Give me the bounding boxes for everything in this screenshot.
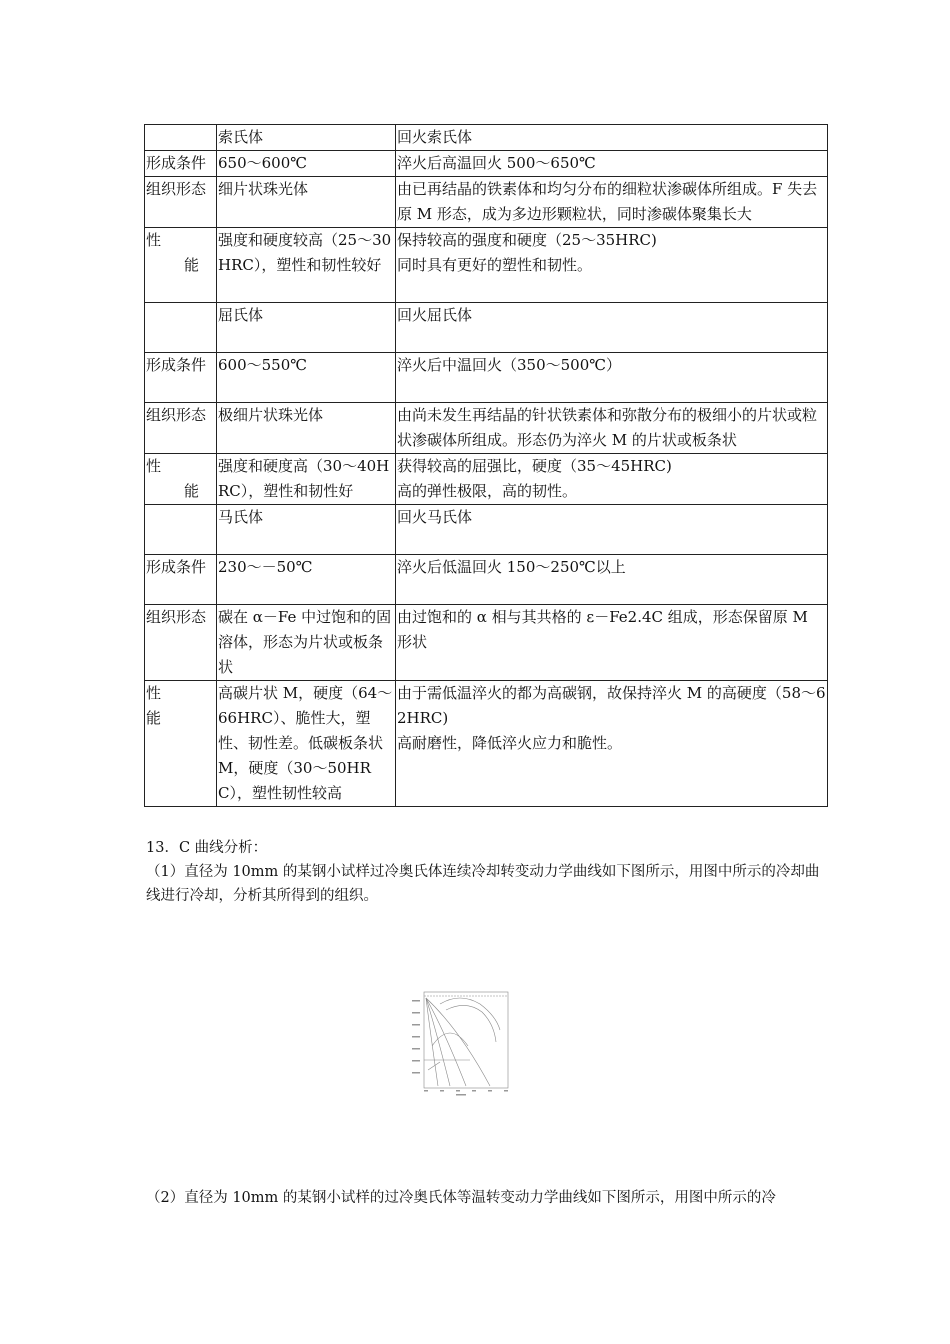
row-label-cell: 组织形态: [145, 605, 217, 681]
structure-value-cell: 细片状珠光体: [217, 177, 396, 228]
structure-value-cell: 650～600℃: [217, 151, 396, 177]
structure-value-cell: 碳在 α－Fe 中过饱和的固溶体，形态为片状或板条状: [217, 605, 396, 681]
row-label-cell: [145, 505, 217, 555]
tempered-performance-line: 同时具有更好的塑性和韧性。: [397, 256, 593, 274]
transformation-start-curve: [440, 998, 500, 1030]
table-row-performance: [145, 228, 828, 303]
bainite-region-curve: [432, 1033, 468, 1046]
performance-label-cell: [145, 228, 217, 303]
tempered-performance-line: 高的弹性极限，高的韧性。: [397, 482, 578, 500]
cooling-curve-1: [426, 998, 438, 1086]
structure-name-cell: 索氏体: [217, 125, 396, 151]
performance-label-line2: 能: [184, 482, 200, 500]
performance-label-line2: 能: [146, 709, 162, 727]
tempered-value-cell: 淬火后高温回火 500～650℃: [396, 151, 828, 177]
row-label-cell: 组织形态: [145, 177, 217, 228]
performance-value-cell: 强度和硬度高（30～40HRC），塑性和韧性好: [217, 454, 396, 505]
structure-name-cell: 屈氏体: [217, 303, 396, 353]
tempered-performance-cell: [396, 681, 828, 807]
table-row-header: [145, 303, 828, 353]
structure-value-cell: 极细片状珠光体: [217, 403, 396, 454]
section-13-paragraph-2: （2）直径为 10mm 的某钢小试样的过冷奥氏体等温转变动力学曲线如下图所示，用图中所示的冷: [146, 1190, 776, 1206]
tempered-structure-name-cell: 回火马氏体: [396, 505, 828, 555]
tempered-performance-cell: [396, 454, 828, 505]
table-row-header: [145, 505, 828, 555]
row-label-cell: 组织形态: [145, 403, 217, 454]
tempered-performance-cell: [396, 228, 828, 303]
table-row-performance: [145, 681, 828, 807]
table-row-structure: [145, 605, 828, 681]
row-label-cell: 形成条件: [145, 151, 217, 177]
table-row-performance: [145, 454, 828, 505]
table-row-formation: [145, 353, 828, 403]
tempered-structure-name-cell: 回火索氏体: [396, 125, 828, 151]
section-13-paragraph-1: （1）直径为 10mm 的某钢小试样过冷奥氏体连续冷却转变动力学曲线如下图所示，用图中所示的冷却曲线进行冷却，分析其所得到的组织。: [146, 864, 820, 904]
table-row-formation: [145, 151, 828, 177]
cct-diagram-figure: [410, 990, 510, 1098]
tempered-performance-line: 获得较高的屈强比，硬度（35～45HRC): [397, 457, 672, 475]
performance-label-cell: [145, 454, 217, 505]
structure-name-cell: 马氏体: [217, 505, 396, 555]
tempered-value-cell: 淬火后中温回火（350～500℃）: [396, 353, 828, 403]
tempered-value-cell: 淬火后低温回火 150～250℃以上: [396, 555, 828, 605]
performance-label-line1: 性: [146, 457, 162, 475]
performance-label-line2: 能: [184, 256, 200, 274]
cooling-curve-2: [426, 998, 450, 1086]
table-row-structure: [145, 403, 828, 454]
table-row-structure: [145, 177, 828, 228]
structure-value-cell: 600～550℃: [217, 353, 396, 403]
performance-value-cell: 高碳片状 M，硬度（64～66HRC）、脆性大，塑性、韧性差。低碳板条状 M，硬度（30～50HRC），塑性韧性较高: [217, 681, 396, 807]
tempered-value-cell: 由尚未发生再结晶的针状铁素体和弥散分布的极细小的片状或粒状渗碳体所组成。形态仍为淬火 M 的片状或板条状: [396, 403, 828, 454]
table-row-header: [145, 125, 828, 151]
performance-label-cell: [145, 681, 217, 807]
tempered-value-cell: 由过饱和的 α 相与其共格的 ε－Fe2.4C 组成，形态保留原 M 形状: [396, 605, 828, 681]
tempered-value-cell: 由已再结晶的铁素体和均匀分布的细粒状渗碳体所组成。F 失去原 M 形态，成为多边形颗粒状，同时渗碳体聚集长大: [396, 177, 828, 228]
tempered-performance-line: 保持较高的强度和硬度（25～35HRC): [397, 231, 657, 249]
row-label-cell: [145, 303, 217, 353]
section-13-heading: 13．C 曲线分析：: [146, 840, 268, 856]
tempered-performance-line: 由于需低温淬火的都为高碳钢，故保持淬火 M 的高硬度（58～62HRC): [397, 684, 826, 727]
performance-label-line1: 性: [146, 684, 162, 702]
tempered-structure-name-cell: 回火屈氏体: [396, 303, 828, 353]
properties-table: [144, 124, 828, 807]
row-label-cell: 形成条件: [145, 555, 217, 605]
performance-value-cell: 强度和硬度较高（25～30HRC），塑性和韧性较好: [217, 228, 396, 303]
row-label-cell: [145, 125, 217, 151]
table-row-formation: [145, 555, 828, 605]
performance-label-line1: 性: [146, 231, 162, 249]
tempered-performance-line: 高耐磨性，降低淬火应力和脆性。: [397, 734, 623, 752]
row-label-cell: 形成条件: [145, 353, 217, 403]
structure-value-cell: 230～－50℃: [217, 555, 396, 605]
